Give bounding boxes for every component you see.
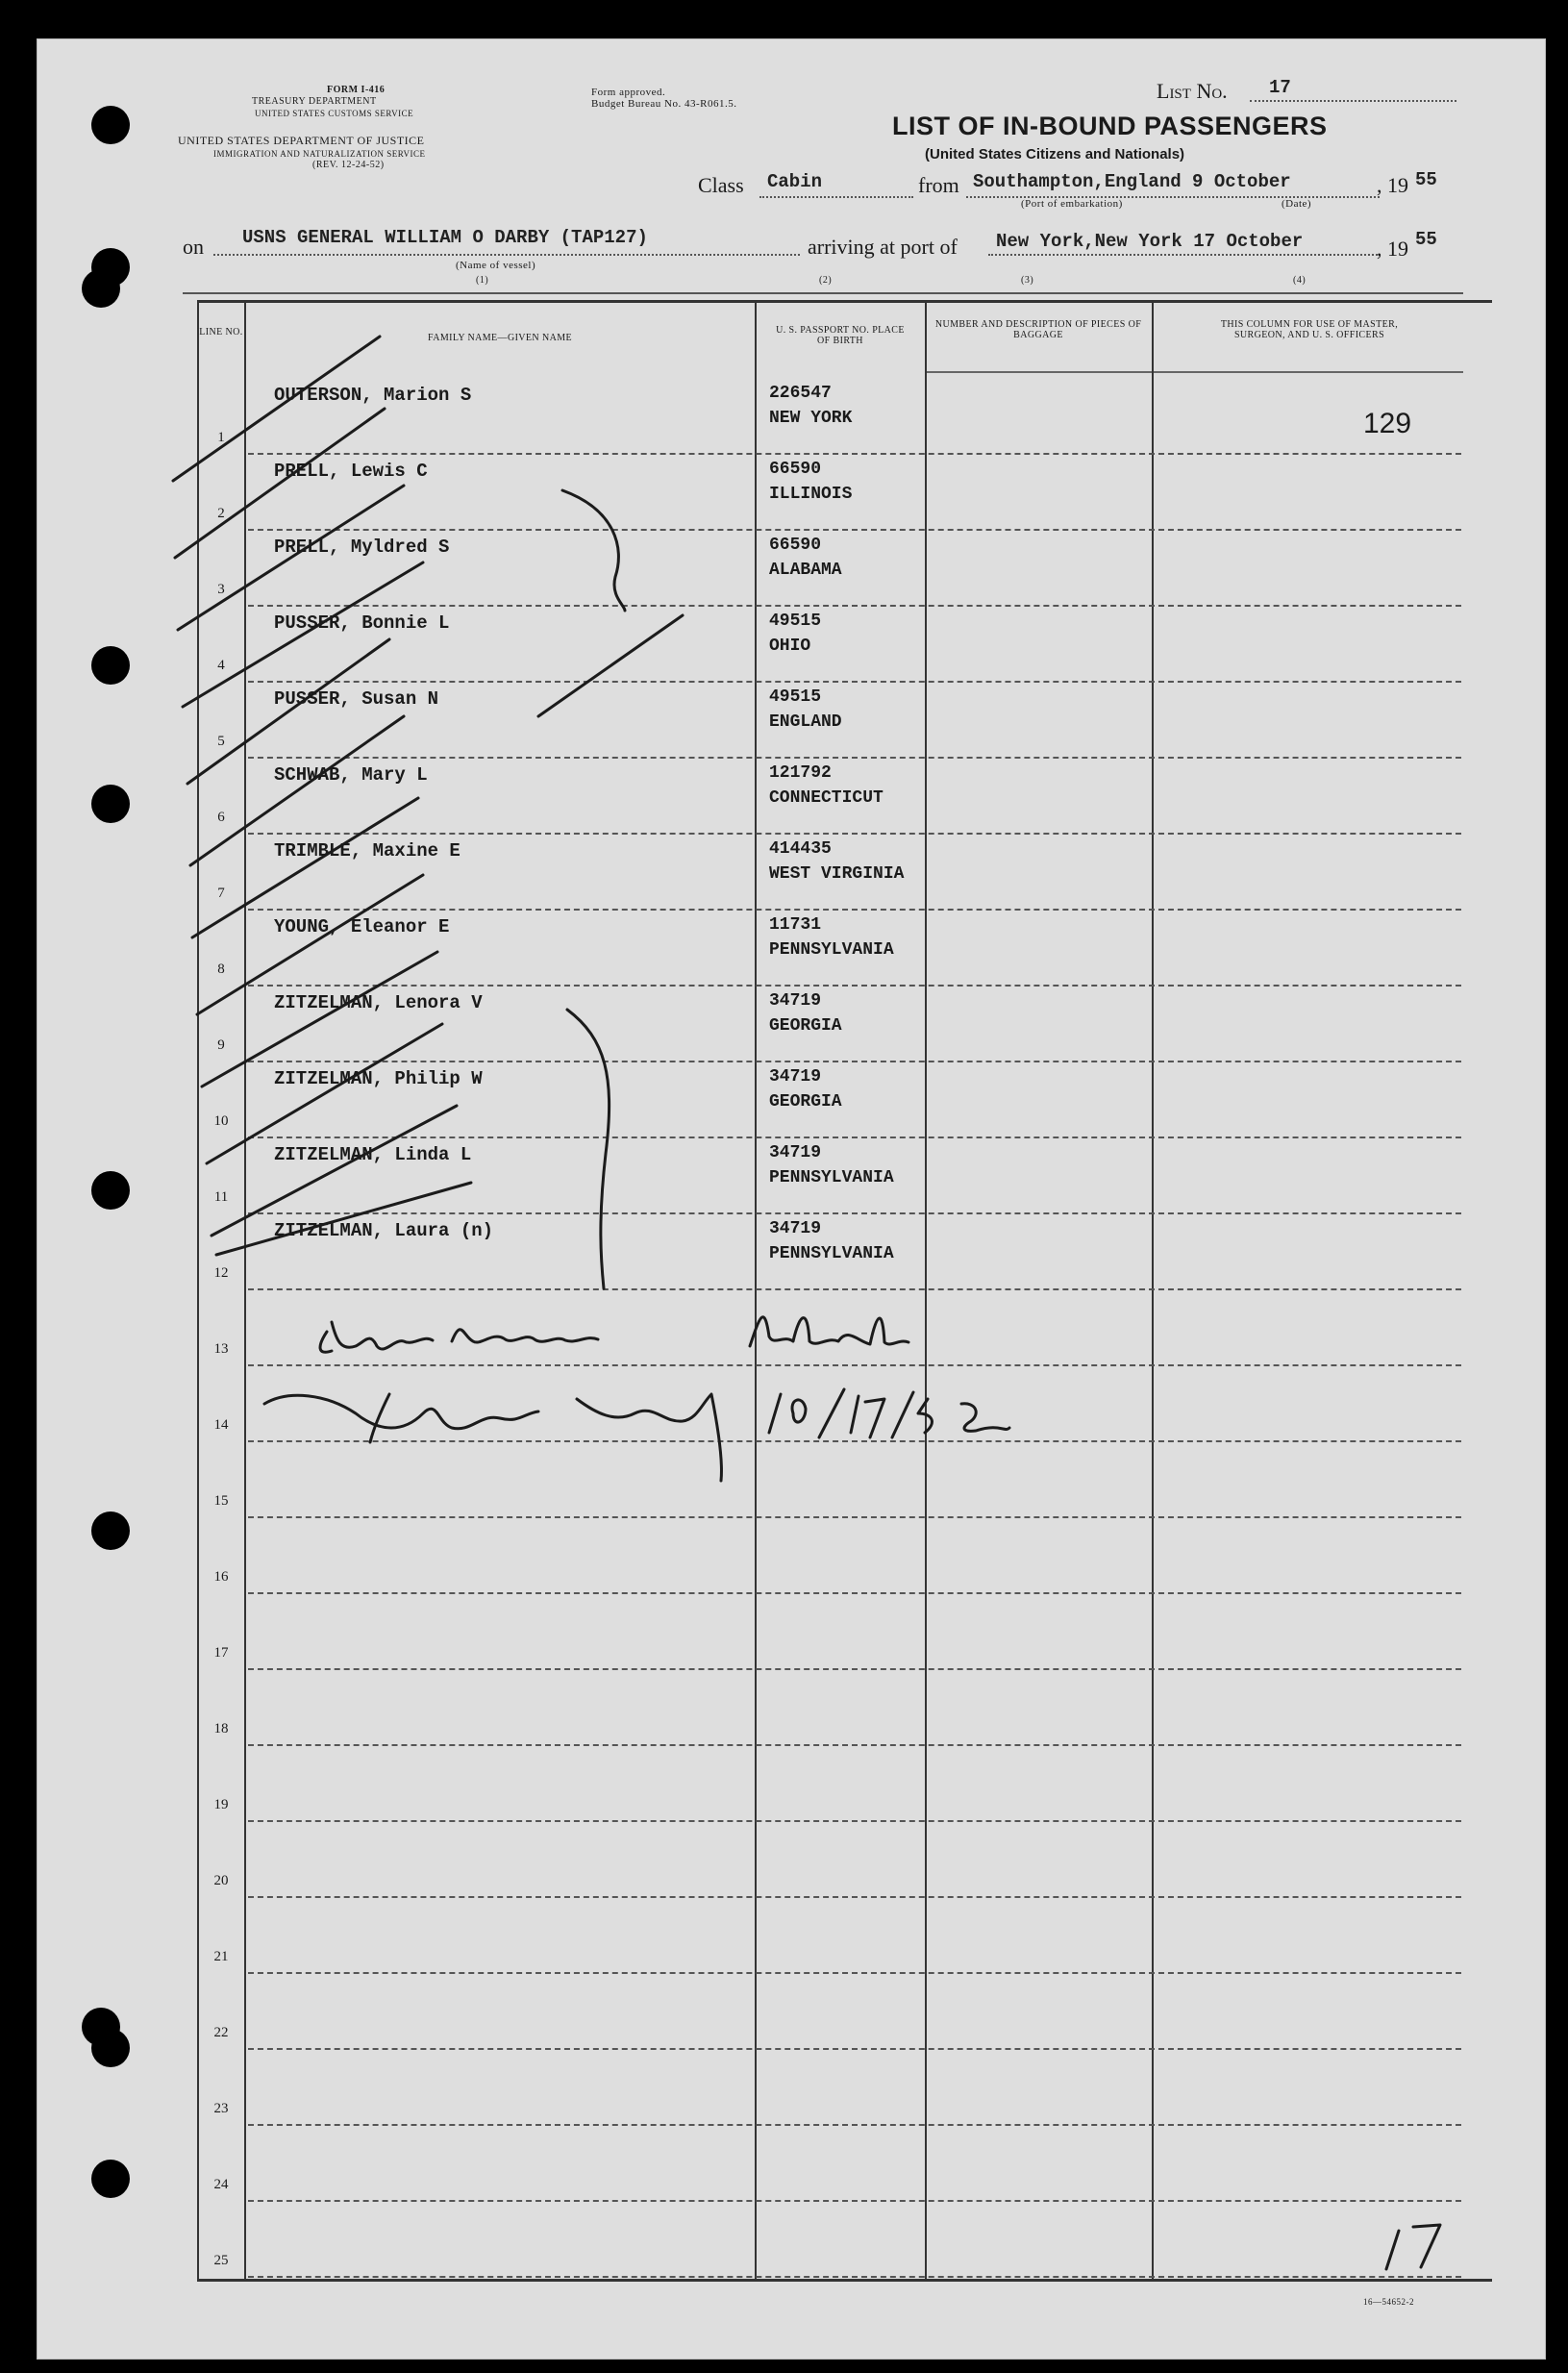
line-number: 25 bbox=[213, 2253, 229, 2268]
place-of-birth: GEORGIA bbox=[769, 1016, 842, 1036]
passport-number: 414435 bbox=[769, 839, 832, 859]
passport-number: 66590 bbox=[769, 536, 822, 555]
passenger-name: PUSSER, Bonnie L bbox=[274, 612, 450, 634]
form-approved: Form approved. bbox=[591, 87, 666, 98]
line-number: 17 bbox=[213, 1645, 229, 1661]
line-number: 4 bbox=[217, 658, 225, 673]
line-number: 21 bbox=[213, 1949, 229, 1964]
passenger-name: ZITZELMAN, Linda L bbox=[274, 1144, 472, 1165]
ins-service: IMMIGRATION AND NATURALIZATION SERVICE bbox=[213, 149, 426, 159]
line-number: 19 bbox=[213, 1797, 229, 1812]
arriving-label: arriving at port of bbox=[808, 235, 958, 259]
passenger-name: ZITZELMAN, Laura (n) bbox=[274, 1220, 494, 1241]
passport-number: 49515 bbox=[769, 687, 822, 707]
list-no-value: 17 bbox=[1269, 77, 1291, 98]
line-number: 22 bbox=[213, 2025, 229, 2040]
line-number: 2 bbox=[217, 506, 225, 521]
place-of-birth: ALABAMA bbox=[769, 561, 842, 580]
col-num-1: (1) bbox=[476, 275, 489, 286]
col-num-2: (2) bbox=[819, 275, 833, 286]
passenger-name: ZITZELMAN, Lenora V bbox=[274, 992, 483, 1013]
header-officers: THIS COLUMN FOR USE OF MASTER, SURGEON, AND U. S. OFFICERS bbox=[1220, 319, 1399, 340]
place-of-birth: GEORGIA bbox=[769, 1092, 842, 1112]
line-number: 24 bbox=[213, 2177, 229, 2192]
line-number: 5 bbox=[217, 734, 225, 749]
on-label: on bbox=[183, 235, 204, 259]
line-number: 9 bbox=[217, 1037, 225, 1053]
budget-bureau: Budget Bureau No. 43-R061.5. bbox=[591, 98, 737, 110]
line-number: 23 bbox=[213, 2101, 229, 2116]
passport-number: 226547 bbox=[769, 384, 832, 403]
date-caption: (Date) bbox=[1282, 198, 1312, 210]
header-name: FAMILY NAME—GIVEN NAME bbox=[427, 333, 572, 343]
place-of-birth: NEW YORK bbox=[769, 409, 853, 428]
line-number: 10 bbox=[213, 1113, 229, 1129]
header-passport: U. S. PASSPORT NO. PLACE OF BIRTH bbox=[776, 325, 905, 346]
arr-year-prefix: , 19 bbox=[1377, 237, 1408, 261]
vessel-caption: (Name of vessel) bbox=[456, 260, 536, 271]
treasury-dept: TREASURY DEPARTMENT bbox=[252, 96, 377, 107]
line-number: 1 bbox=[217, 430, 225, 445]
line-number: 3 bbox=[217, 582, 225, 597]
from-value: Southampton,England 9 October bbox=[973, 171, 1291, 192]
year-value: 55 bbox=[1415, 169, 1437, 190]
line-number: 14 bbox=[213, 1417, 229, 1433]
place-of-birth: PENNSYLVANIA bbox=[769, 1244, 894, 1263]
header-baggage: NUMBER AND DESCRIPTION OF PIECES OF BAGGAGE bbox=[934, 319, 1142, 340]
place-of-birth: PENNSYLVANIA bbox=[769, 1168, 894, 1187]
officer-note: 129 bbox=[1363, 408, 1412, 439]
line-number: 13 bbox=[213, 1341, 229, 1357]
line-number: 20 bbox=[213, 1873, 229, 1888]
passport-number: 34719 bbox=[769, 991, 822, 1011]
place-of-birth: WEST VIRGINIA bbox=[769, 864, 905, 884]
place-of-birth: CONNECTICUT bbox=[769, 788, 884, 808]
vessel-name: USNS GENERAL WILLIAM O DARBY (TAP127) bbox=[242, 227, 648, 248]
form-number: FORM I-416 bbox=[327, 85, 386, 95]
class-label: Class bbox=[698, 173, 744, 197]
revision: (REV. 12-24-52) bbox=[312, 160, 385, 170]
passport-number: 34719 bbox=[769, 1143, 822, 1162]
passenger-name: TRIMBLE, Maxine E bbox=[274, 840, 460, 862]
customs-service: UNITED STATES CUSTOMS SERVICE bbox=[255, 109, 414, 118]
passenger-name: ZITZELMAN, Philip W bbox=[274, 1068, 483, 1089]
place-of-birth: ILLINOIS bbox=[769, 485, 853, 504]
line-number: 6 bbox=[217, 810, 225, 825]
header-line-no: LINE NO. bbox=[199, 327, 243, 337]
place-of-birth: ENGLAND bbox=[769, 712, 842, 732]
col-num-4: (4) bbox=[1293, 275, 1307, 286]
line-number: 7 bbox=[217, 886, 225, 901]
arriving-value: New York,New York 17 October bbox=[996, 231, 1304, 252]
justice-dept: UNITED STATES DEPARTMENT OF JUSTICE bbox=[178, 134, 425, 147]
line-number: 12 bbox=[213, 1265, 229, 1281]
passenger-name: OUTERSON, Marion S bbox=[274, 385, 472, 406]
place-of-birth: OHIO bbox=[769, 637, 811, 656]
passenger-name: PUSSER, Susan N bbox=[274, 688, 439, 710]
line-number: 8 bbox=[217, 962, 225, 977]
passport-number: 49515 bbox=[769, 612, 822, 631]
passenger-name: PRELL, Myldred S bbox=[274, 537, 450, 558]
arr-year-value: 55 bbox=[1415, 229, 1437, 250]
line-number: 15 bbox=[213, 1493, 229, 1509]
passport-number: 121792 bbox=[769, 763, 832, 783]
page-subtitle: (United States Citizens and Nationals) bbox=[925, 146, 1185, 162]
line-number: 18 bbox=[213, 1721, 229, 1736]
port-embark-caption: (Port of embarkation) bbox=[1021, 198, 1123, 210]
page-title: LIST OF IN-BOUND PASSENGERS bbox=[892, 112, 1328, 140]
from-label: from bbox=[918, 173, 959, 197]
line-number: 16 bbox=[213, 1569, 229, 1585]
place-of-birth: PENNSYLVANIA bbox=[769, 940, 894, 960]
passenger-name: SCHWAB, Mary L bbox=[274, 764, 428, 786]
class-value: Cabin bbox=[767, 171, 823, 192]
passport-number: 34719 bbox=[769, 1067, 822, 1087]
list-no-label: List No. bbox=[1157, 79, 1228, 103]
form-footer: 16—54652-2 bbox=[1363, 2297, 1414, 2307]
col-num-3: (3) bbox=[1021, 275, 1034, 286]
passport-number: 66590 bbox=[769, 460, 822, 479]
passenger-name: PRELL, Lewis C bbox=[274, 461, 428, 482]
passport-number: 11731 bbox=[769, 915, 822, 935]
line-number: 11 bbox=[213, 1189, 229, 1205]
year-prefix: , 19 bbox=[1377, 173, 1408, 197]
passport-number: 34719 bbox=[769, 1219, 822, 1238]
passenger-name: YOUNG, Eleanor E bbox=[274, 916, 450, 937]
